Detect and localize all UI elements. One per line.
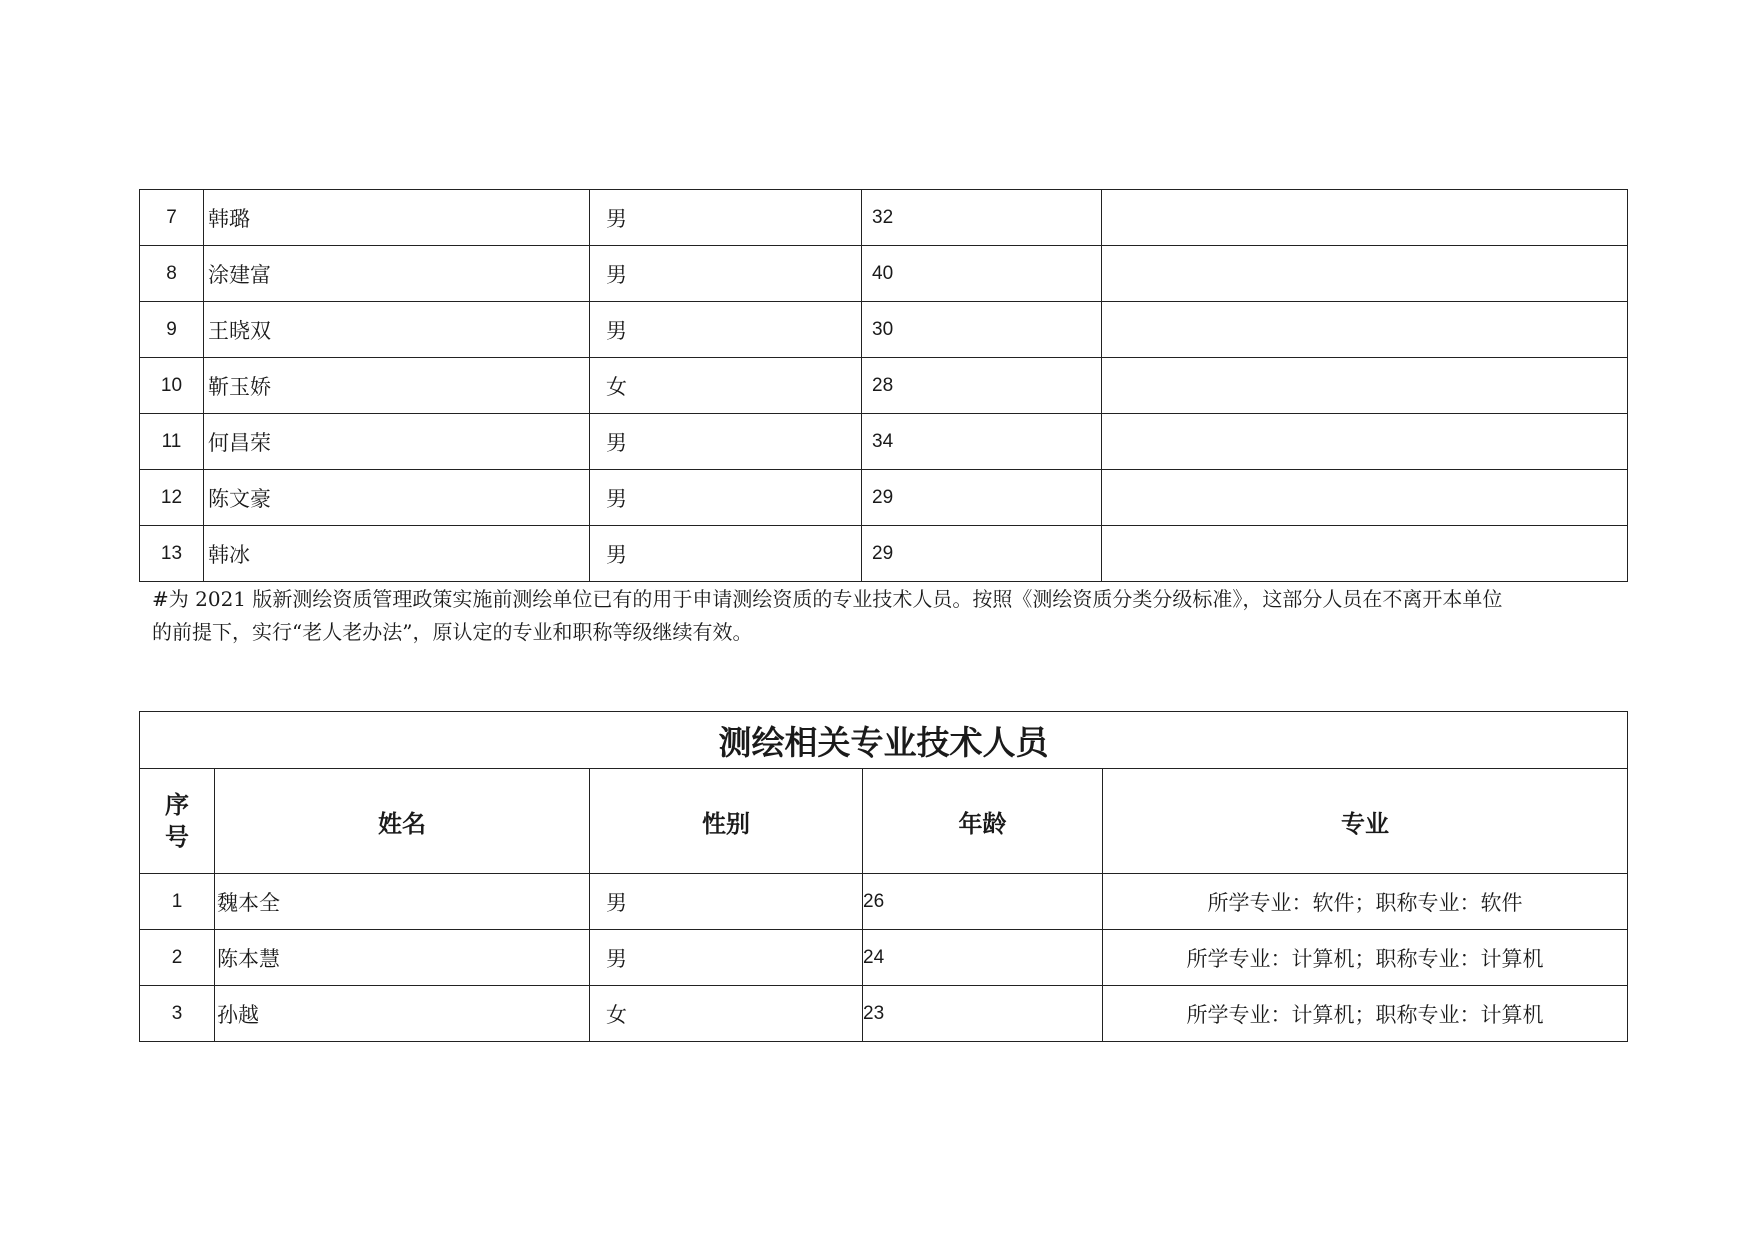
footnote-line-1: #为 2021 版新测绘资质管理政策实施前测绘单位已有的用于申请测绘资质的专业技术人员。按照《测绘资质分类分级标准》，这部分人员在不离开本单位 — [152, 587, 1503, 611]
cell-name: 陈本慧 — [215, 930, 590, 986]
footnote — [152, 583, 1627, 649]
table-title: 测绘相关专业技术人员 — [140, 712, 1628, 769]
cell-gender: 男 — [590, 302, 862, 358]
cell-age: 24 — [863, 930, 1103, 986]
header-seq-line-1: 序 — [165, 791, 189, 819]
footnote-line-2: 的前提下，实行“老人老办法”，原认定的专业和职称等级继续有效。 — [152, 620, 753, 644]
cell-age: 26 — [863, 874, 1103, 930]
header-gender: 性别 — [590, 769, 863, 874]
cell-major: 所学专业：计算机；职称专业：计算机 — [1103, 986, 1628, 1042]
cell-name: 靳玉娇 — [204, 358, 590, 414]
cell-age: 28 — [862, 358, 1102, 414]
cell-major — [1102, 302, 1628, 358]
table-row — [140, 246, 1628, 302]
header-major: 专业 — [1103, 769, 1628, 874]
cell-age: 23 — [863, 986, 1103, 1042]
cell-major: 所学专业：软件；职称专业：软件 — [1103, 874, 1628, 930]
personnel-table-continued — [139, 189, 1628, 582]
cell-name: 何昌荣 — [204, 414, 590, 470]
cell-age: 32 — [862, 190, 1102, 246]
cell-major — [1102, 414, 1628, 470]
cell-age: 34 — [862, 414, 1102, 470]
cell-gender: 男 — [590, 930, 863, 986]
cell-gender: 男 — [590, 470, 862, 526]
table-row — [140, 358, 1628, 414]
table-row — [140, 190, 1628, 246]
table-row — [140, 986, 1628, 1042]
cell-name: 陈文豪 — [204, 470, 590, 526]
cell-age: 29 — [862, 470, 1102, 526]
cell-gender: 男 — [590, 190, 862, 246]
cell-name: 魏本全 — [215, 874, 590, 930]
table-header-row — [140, 769, 1628, 874]
cell-seq: 3 — [140, 986, 215, 1042]
cell-gender: 男 — [590, 414, 862, 470]
cell-name: 孙越 — [215, 986, 590, 1042]
header-age: 年龄 — [863, 769, 1103, 874]
table-row — [140, 302, 1628, 358]
cell-seq: 7 — [140, 190, 204, 246]
cell-seq: 13 — [140, 526, 204, 582]
cell-seq: 2 — [140, 930, 215, 986]
table-row — [140, 470, 1628, 526]
cell-age: 30 — [862, 302, 1102, 358]
cell-major — [1102, 358, 1628, 414]
cell-age: 29 — [862, 526, 1102, 582]
cell-gender: 男 — [590, 246, 862, 302]
cell-major — [1102, 470, 1628, 526]
cell-major: 所学专业：计算机；职称专业：计算机 — [1103, 930, 1628, 986]
cell-major — [1102, 246, 1628, 302]
table-row — [140, 526, 1628, 582]
cell-seq: 11 — [140, 414, 204, 470]
cell-age: 40 — [862, 246, 1102, 302]
related-personnel-table — [139, 711, 1628, 1042]
cell-seq: 1 — [140, 874, 215, 930]
cell-major — [1102, 526, 1628, 582]
cell-seq: 8 — [140, 246, 204, 302]
table1-body — [140, 190, 1628, 582]
cell-name: 王晓双 — [204, 302, 590, 358]
cell-name: 韩璐 — [204, 190, 590, 246]
cell-name: 涂建富 — [204, 246, 590, 302]
cell-major — [1102, 190, 1628, 246]
table-row — [140, 414, 1628, 470]
table-row — [140, 874, 1628, 930]
cell-seq: 12 — [140, 470, 204, 526]
cell-seq: 10 — [140, 358, 204, 414]
table2-body — [140, 712, 1628, 1042]
header-name: 姓名 — [215, 769, 590, 874]
header-seq-line-2: 号 — [165, 823, 189, 851]
cell-seq: 9 — [140, 302, 204, 358]
cell-gender: 女 — [590, 358, 862, 414]
table-row — [140, 930, 1628, 986]
cell-gender: 男 — [590, 526, 862, 582]
header-seq — [140, 769, 215, 874]
cell-gender: 女 — [590, 986, 863, 1042]
cell-name: 韩冰 — [204, 526, 590, 582]
cell-gender: 男 — [590, 874, 863, 930]
